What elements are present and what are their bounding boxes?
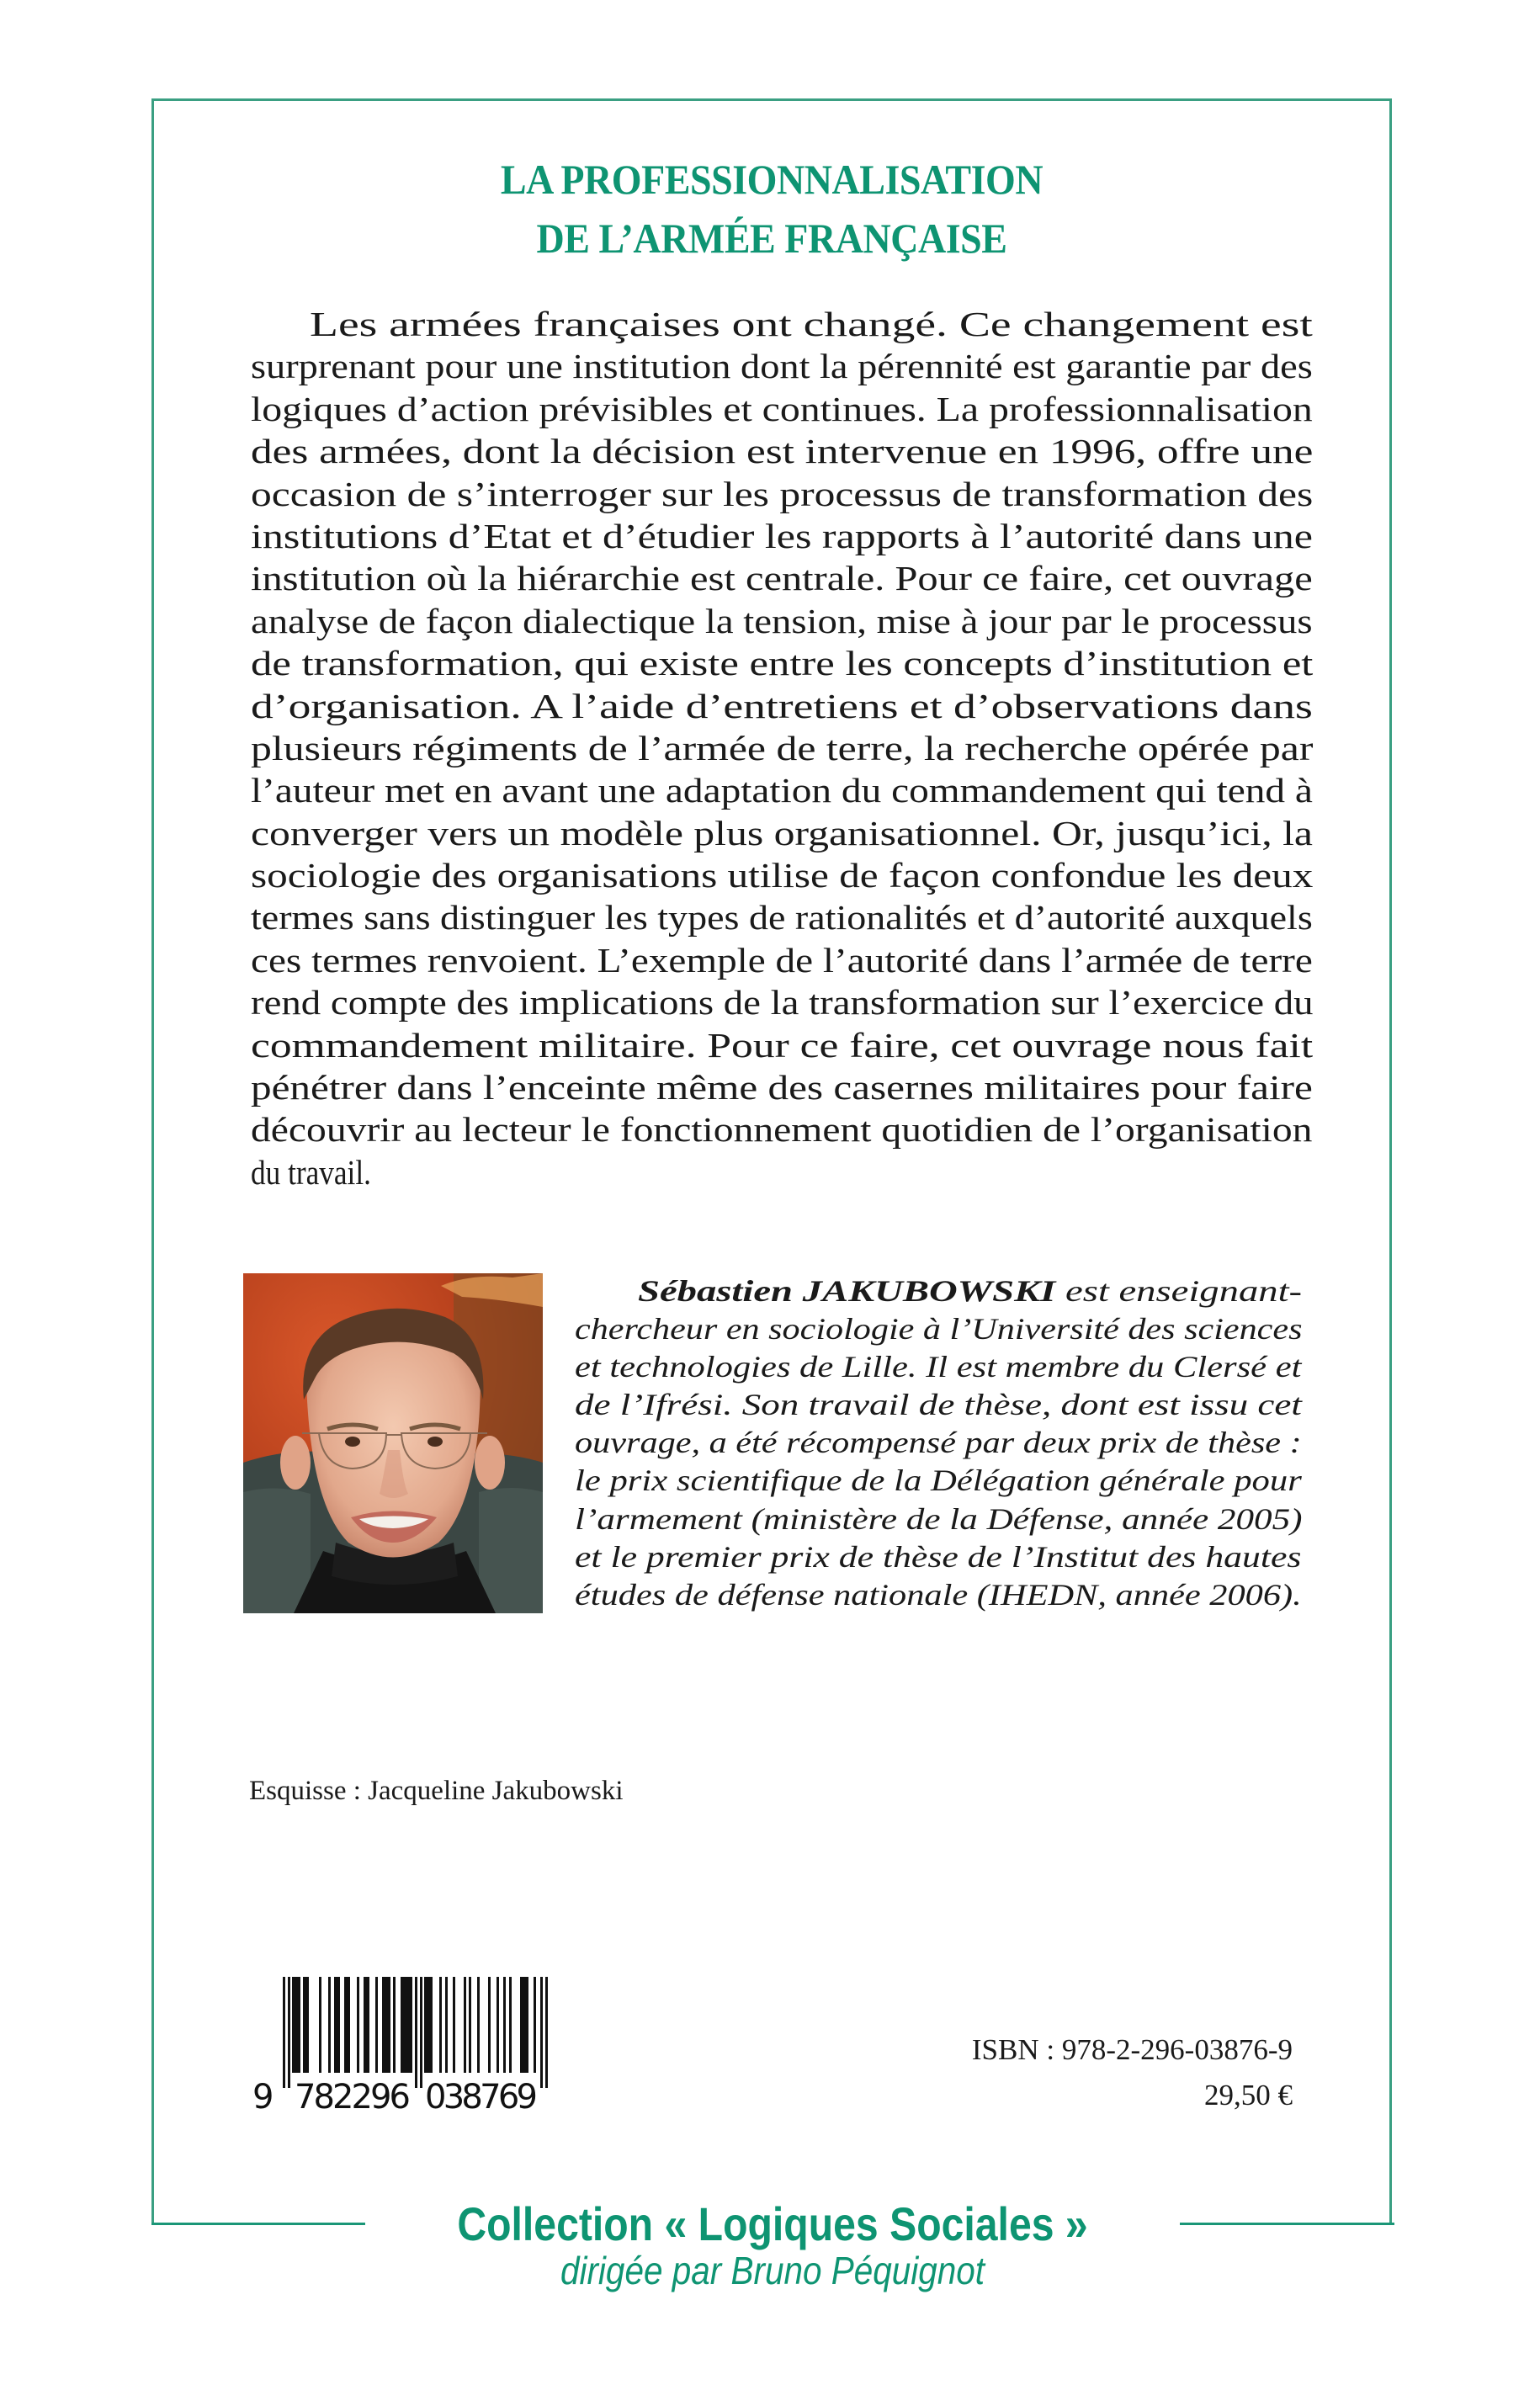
bio-line: de l’Ifrési. Son travail de thèse, dont est issu cet <box>575 1388 1302 1422</box>
bio-line: et le premier prix de thèse de l’Institut des hautes <box>575 1539 1302 1574</box>
blurb-line: rend compte des implications de la transformation sur l’exercice du <box>251 983 1314 1023</box>
blurb-line: de transformation, qui existe entre les concepts d’institution et <box>251 644 1314 683</box>
blurb-line: institutions d’Etat et d’étudier les rapports à l’autorité dans une <box>251 516 1313 555</box>
bio-line: l’armement (ministère de la Défense, année 2005) <box>575 1501 1303 1536</box>
blurb-line: commandement militaire. Pour ce faire, cet ouvrage nous fait <box>251 1025 1314 1065</box>
blurb-line: pénétrer dans l’enceinte même des casernes militaires pour faire <box>251 1068 1313 1108</box>
blurb-line: institution où la hiérarchie est centrale. Pour ce faire, cet ouvrage <box>251 559 1313 598</box>
illustration-credit: Esquisse : Jacqueline Jakubowski <box>249 1776 624 1806</box>
blurb-line: découvrir au lecteur le fonctionnement quotidien de l’organisation <box>251 1110 1313 1150</box>
author-bio <box>575 1272 1302 1614</box>
author-photo <box>243 1273 543 1613</box>
isbn-barcode <box>252 1977 589 2111</box>
blurb-line: surprenant pour une institution dont la pérennité est garantie par des <box>251 347 1313 386</box>
blurb-line: converger vers un modèle plus organisationnel. Or, jusqu’ici, la <box>251 813 1313 853</box>
barcode-lead-digit: 9 <box>252 2078 274 2111</box>
blurb-line: occasion de s’interroger sur les processus de transformation des <box>251 474 1314 513</box>
bio-line: études de défense nationale (IHEDN, année 2006). <box>575 1577 1302 1612</box>
blurb-line: l’auteur met en avant une adaptation du commandement qui tend à <box>251 771 1313 810</box>
blurb-line: analyse de façon dialectique la tension, mise à jour par le processus <box>251 601 1313 640</box>
blurb-line: des armées, dont la décision est intervenue en 1996, offre une <box>251 432 1314 471</box>
blurb-line: plusieurs régiments de l’armée de terre, la recherche opérée par <box>251 728 1314 768</box>
barcode-icon <box>252 1977 589 2111</box>
barcode-left-digits: 782296 <box>295 2078 411 2111</box>
bio-line: le prix scientifique de la Délégation générale pour <box>575 1463 1302 1498</box>
isbn-number: ISBN : 978-2-296-03876-9 <box>971 2033 1293 2066</box>
frame-rule-left <box>151 2223 365 2225</box>
collection-editor: dirigée par Bruno Péquignot <box>560 2249 985 2292</box>
collection-title: Collection « Logiques Sociales » <box>457 2197 1088 2250</box>
price: 29,50 € <box>1204 2079 1293 2111</box>
back-cover-blurb <box>251 303 1313 1193</box>
frame-rule-right <box>1180 2223 1394 2225</box>
bio-line: ouvrage, a été récompensé par deux prix de thèse : <box>575 1426 1302 1460</box>
barcode-right-digits: 038769 <box>425 2078 538 2111</box>
book-title <box>201 150 1342 268</box>
blurb-line: ces termes renvoient. L’exemple de l’autorité dans l’armée de terre <box>251 940 1313 980</box>
bio-line <box>575 1272 1302 1310</box>
blurb-line: sociologie des organisations utilise de façon confondue les deux <box>251 856 1314 895</box>
book-title-line-1: LA PROFESSIONNALISATION <box>500 156 1043 203</box>
blurb-line: du travail. <box>251 1152 371 1192</box>
blurb-line: logiques d’action prévisibles et continues. La professionnalisation <box>251 389 1313 428</box>
book-title-line-2: DE L’ARMÉE FRANÇAISE <box>536 215 1007 262</box>
bio-line: chercheur en sociologie à l’Université des sciences <box>575 1312 1303 1347</box>
bio-line-rest: est enseignant- <box>1055 1274 1303 1308</box>
blurb-line: d’organisation. A l’aide d’entretiens et d’observations dans <box>251 686 1313 725</box>
bio-line: et technologies de Lille. Il est membre du Clersé et <box>575 1350 1302 1384</box>
author-name: Sébastien JAKUBOWSKI <box>638 1274 1056 1308</box>
blurb-line: termes sans distinguer les types de rationalités et d’autorité auxquels <box>251 898 1313 938</box>
blurb-line: Les armées françaises ont changé. Ce changement est <box>310 305 1313 343</box>
